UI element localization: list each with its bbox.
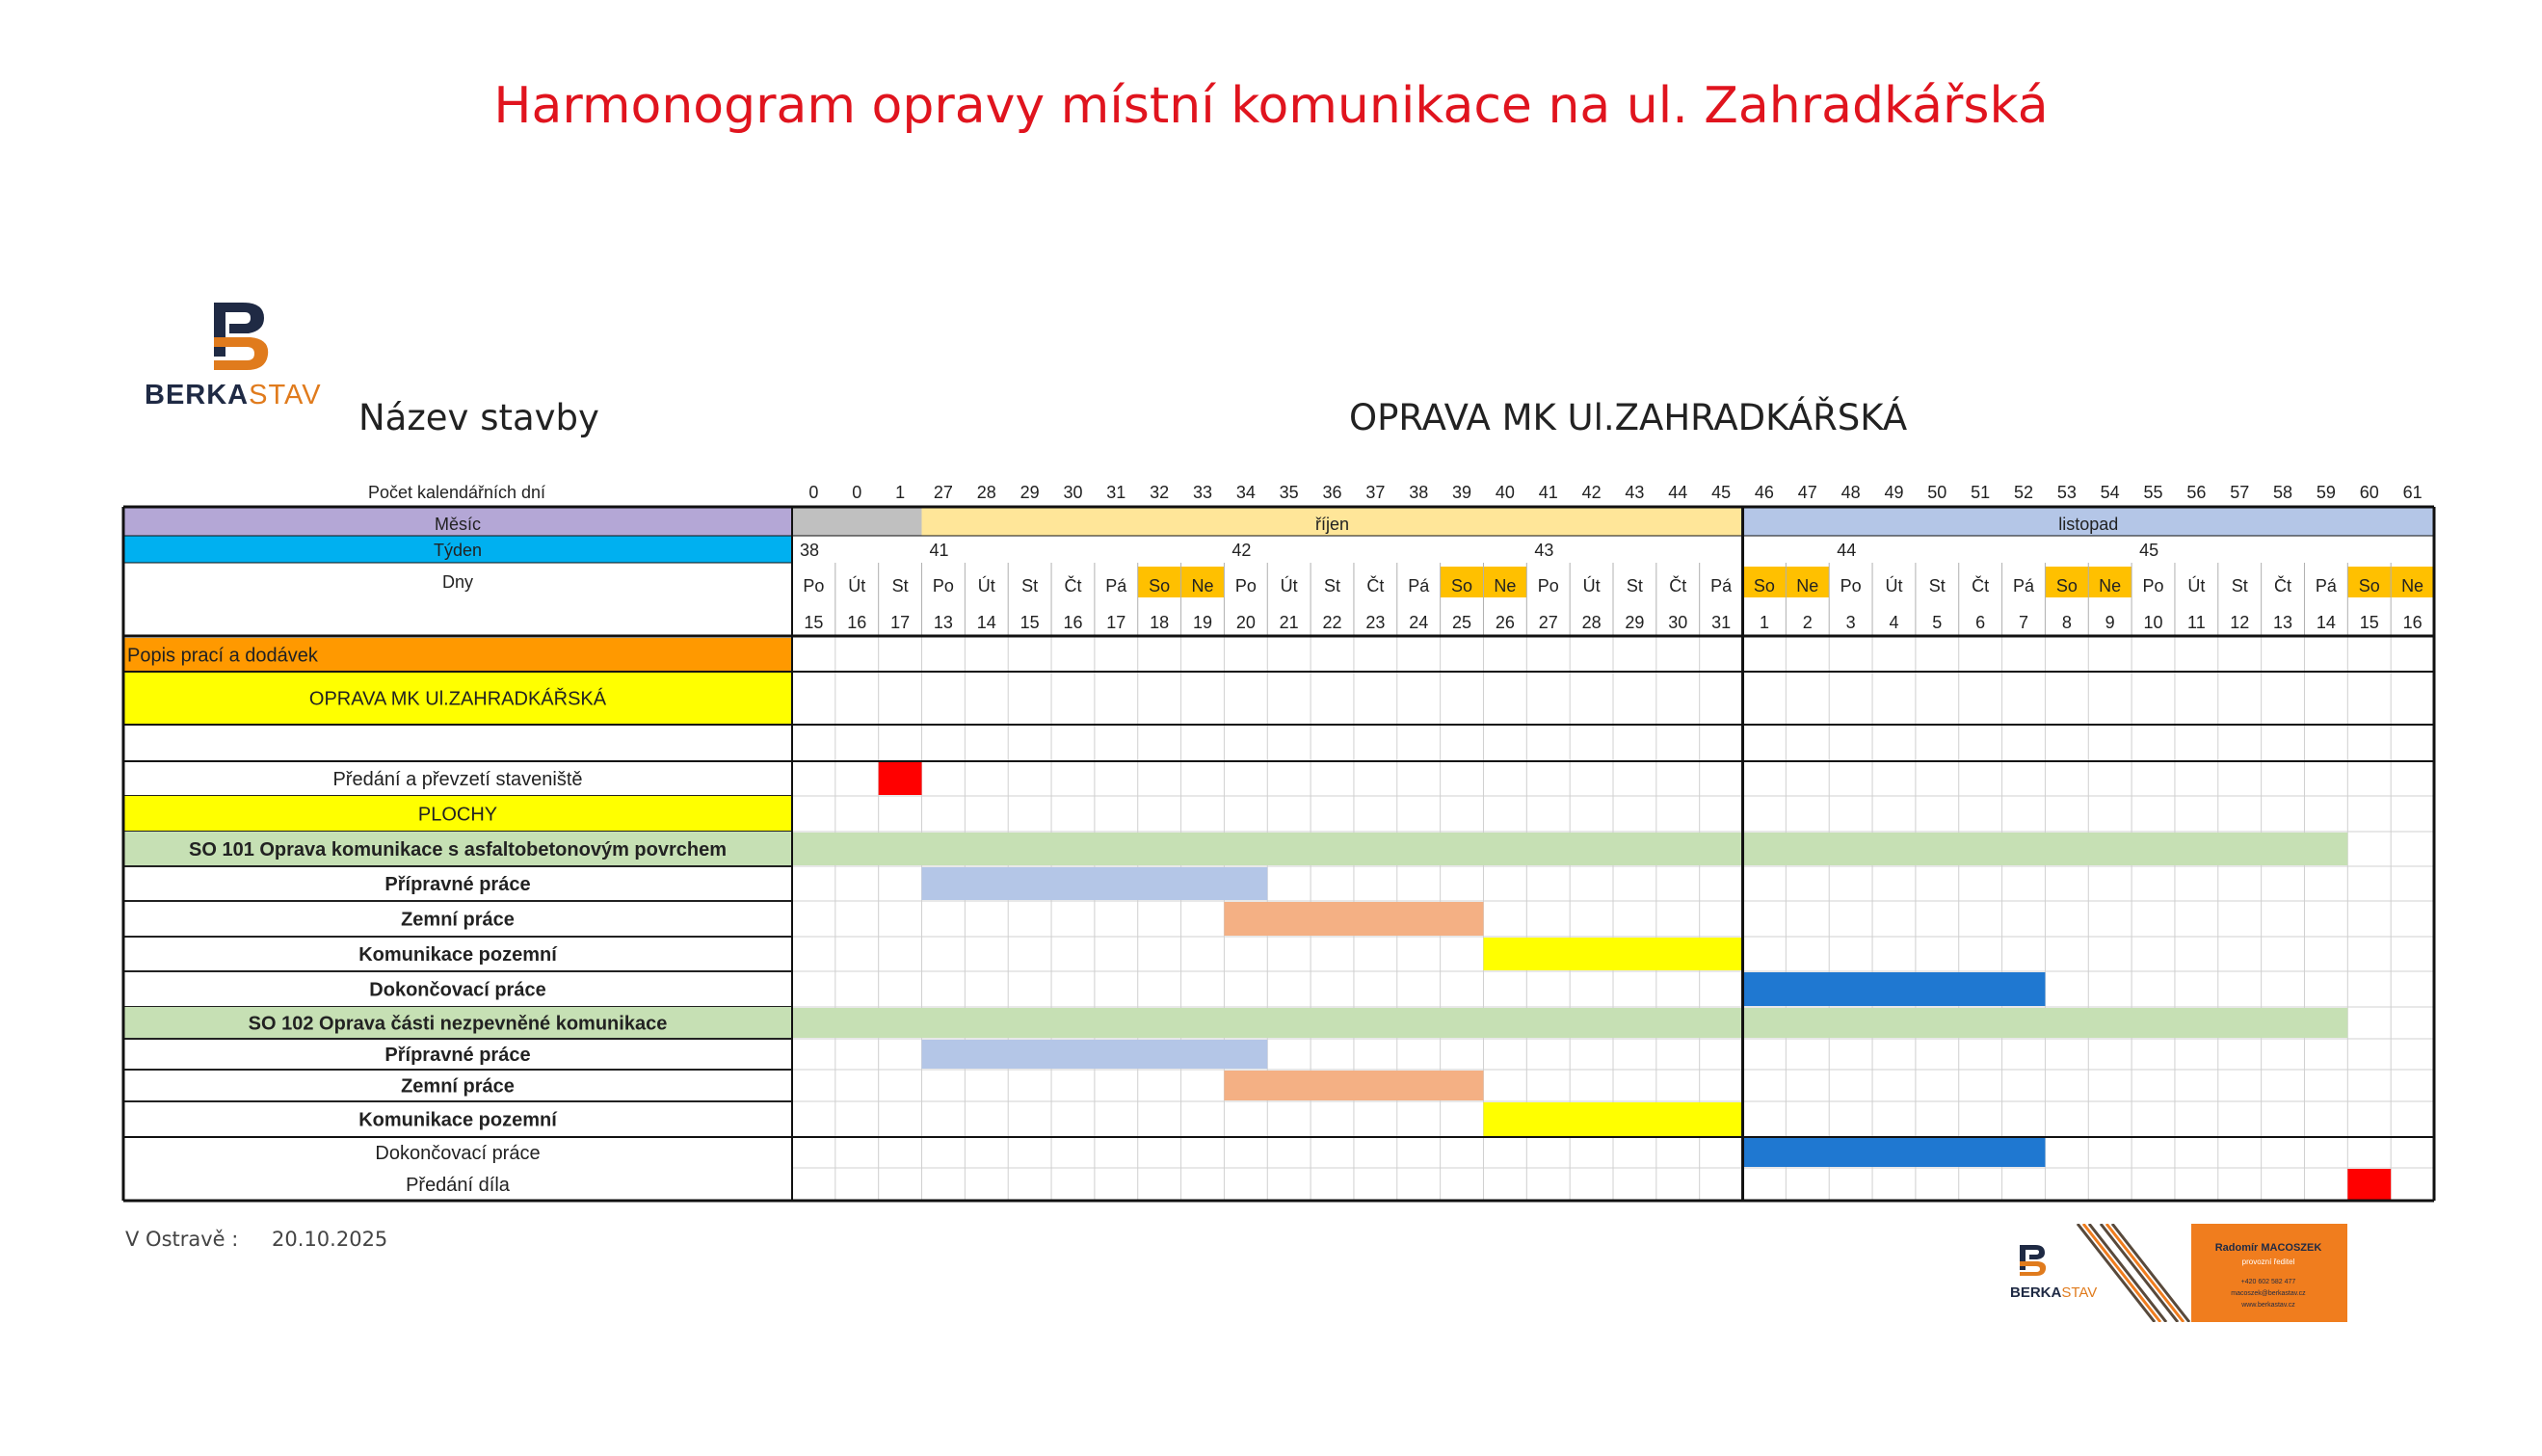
weekday: Ne [2099, 576, 2122, 596]
date: 13 [933, 613, 953, 632]
business-card [2010, 1224, 2347, 1322]
date: 5 [1932, 613, 1943, 632]
weekday: Po [1234, 576, 1257, 596]
date: 12 [2230, 613, 2250, 632]
days-label: Dny [441, 572, 474, 592]
date: 16 [2402, 613, 2423, 632]
month-name: listopad [2058, 515, 2119, 534]
day-count: 61 [2402, 483, 2423, 502]
date: 20 [1235, 613, 1256, 632]
gantt-bar [1483, 938, 1742, 970]
task-label: Dokončovací práce [375, 1143, 541, 1164]
gantt-bar [922, 1040, 1268, 1069]
date: 16 [847, 613, 867, 632]
signature-date: 20.10.2025 [272, 1228, 388, 1251]
project-name: OPRAVA MK Ul.ZAHRADKÁŘSKÁ [1349, 397, 1908, 438]
gantt-bar [1483, 1102, 1742, 1136]
weekday: Po [1537, 576, 1559, 596]
day-count: 1 [895, 483, 906, 502]
gantt-bar [879, 762, 922, 795]
task-label: OPRAVA MK Ul.ZAHRADKÁŘSKÁ [308, 688, 607, 710]
week-number: 41 [929, 541, 949, 560]
task-label: Popis prací a dodávek [127, 645, 318, 667]
weekday: Ne [2401, 576, 2424, 596]
date: 10 [2143, 613, 2163, 632]
date: 15 [804, 613, 824, 632]
weekday: St [2231, 576, 2248, 596]
date: 26 [1495, 613, 1515, 632]
task-label: Dokončovací práce [369, 979, 546, 1001]
gantt-bar [1224, 902, 1483, 936]
weekday: Po [2142, 576, 2164, 596]
task-label: SO 102 Oprava části nezpevněné komunikace [248, 1013, 668, 1035]
weekday: Čt [1972, 576, 1990, 596]
date: 30 [1668, 613, 1688, 632]
card-name: Radomír MACOSZEK [2214, 1242, 2322, 1254]
day-count: 32 [1150, 483, 1170, 502]
day-count: 49 [1884, 483, 1904, 502]
gantt-bar [792, 1008, 2347, 1038]
date: 9 [2105, 613, 2115, 632]
weekday: Čt [1064, 576, 1082, 596]
weekday: Pá [2315, 576, 2337, 596]
week-label: Týden [433, 541, 483, 560]
day-count: 43 [1625, 483, 1645, 502]
weekday: Ne [1494, 576, 1517, 596]
task-label: Zemní práce [401, 909, 515, 931]
task-label: Zemní práce [401, 1075, 515, 1098]
card-phone: +420 602 582 477 [2240, 1279, 2296, 1285]
week-number: 45 [2139, 541, 2159, 560]
weekday: St [1928, 576, 1946, 596]
date: 28 [1581, 613, 1602, 632]
day-count: 0 [808, 483, 819, 502]
task-label: Komunikace pozemní [358, 1109, 557, 1131]
weekday: Út [1885, 576, 1903, 596]
task-label: PLOCHY [417, 804, 498, 826]
day-count: 44 [1668, 483, 1688, 502]
calendar-days-label: Počet kalendářních dní [367, 483, 546, 502]
date: 11 [2187, 613, 2206, 632]
weekday: Út [1280, 576, 1298, 596]
day-count: 28 [976, 483, 996, 502]
day-count: 33 [1192, 483, 1213, 502]
date: 4 [1889, 613, 1899, 632]
svg-text:BERKASTAV: BERKASTAV [2010, 1284, 2098, 1301]
day-count: 37 [1365, 483, 1386, 502]
date: 15 [1019, 613, 1040, 632]
gantt-bar [1224, 1071, 1483, 1100]
date: 19 [1192, 613, 1213, 632]
weekday: So [2358, 576, 2380, 596]
weekday: Po [932, 576, 954, 596]
day-count: 27 [933, 483, 953, 502]
day-count: 56 [2186, 483, 2207, 502]
date: 22 [1322, 613, 1342, 632]
date: 27 [1538, 613, 1558, 632]
date: 3 [1845, 613, 1856, 632]
weekday: St [1021, 576, 1039, 596]
day-count: 35 [1279, 483, 1299, 502]
day-count: 58 [2273, 483, 2293, 502]
card-role: provozní ředitel [2241, 1257, 2295, 1266]
weekday: Čt [1366, 576, 1385, 596]
signature-place: V Ostravě : [125, 1228, 239, 1251]
date: 15 [2359, 613, 2379, 632]
date: 2 [1802, 613, 1813, 632]
day-count: 53 [2056, 483, 2077, 502]
logo-brand-part2: STAV [249, 380, 322, 410]
project-label: Název stavby [358, 397, 599, 438]
weekday: Út [1582, 576, 1601, 596]
date: 7 [2018, 613, 2029, 632]
weekday: Pá [2012, 576, 2035, 596]
weekday: Čt [2274, 576, 2292, 596]
weekday: So [1149, 576, 1171, 596]
date: 31 [1711, 613, 1732, 632]
weekday: Pá [1408, 576, 1430, 596]
day-count: 34 [1235, 483, 1256, 502]
day-count: 55 [2143, 483, 2163, 502]
week-number: 42 [1231, 541, 1252, 560]
date: 21 [1279, 613, 1299, 632]
weekday: Ne [1191, 576, 1214, 596]
date: 18 [1150, 613, 1170, 632]
weekday: Út [848, 576, 866, 596]
date: 13 [2273, 613, 2293, 632]
task-label: Předání a převzetí staveniště [332, 769, 583, 790]
date: 29 [1625, 613, 1645, 632]
date: 24 [1409, 613, 1429, 632]
week-number: 43 [1534, 541, 1554, 560]
month-cell [792, 507, 922, 536]
day-count: 57 [2230, 483, 2250, 502]
weekday: Út [2187, 576, 2206, 596]
gantt-bar [922, 867, 1268, 900]
weekday: Út [977, 576, 995, 596]
weekday: St [1626, 576, 1643, 596]
gantt-bar [1743, 1138, 2046, 1167]
week-number: 38 [800, 541, 820, 560]
day-count: 36 [1322, 483, 1342, 502]
task-label: Komunikace pozemní [358, 944, 557, 966]
week-number: 44 [1837, 541, 1857, 560]
task-label: Přípravné práce [384, 1045, 531, 1066]
task-label: SO 101 Oprava komunikace s asfaltobetonovým povrchem [189, 839, 727, 860]
day-count: 60 [2359, 483, 2379, 502]
task-label: Přípravné práce [384, 874, 531, 895]
day-count: 42 [1581, 483, 1602, 502]
date: 25 [1452, 613, 1472, 632]
gantt-bar [1743, 972, 2046, 1006]
day-count: 52 [2013, 483, 2034, 502]
date: 16 [1063, 613, 1083, 632]
gantt-bar [792, 833, 2347, 865]
month-name: říjen [1315, 515, 1350, 534]
weekday: Po [803, 576, 825, 596]
day-count: 48 [1840, 483, 1861, 502]
date: 6 [1975, 613, 1986, 632]
day-count: 38 [1409, 483, 1429, 502]
business-card-graphic [2010, 1224, 2347, 1322]
day-count: 46 [1754, 483, 1774, 502]
signature-line [125, 1228, 414, 1251]
day-count: 30 [1063, 483, 1083, 502]
weekday: So [2055, 576, 2078, 596]
weekday: So [1451, 576, 1473, 596]
day-count: 41 [1538, 483, 1558, 502]
weekday: Po [1840, 576, 1862, 596]
card-web: www.berkastav.cz [2241, 1302, 2295, 1309]
day-count: 39 [1452, 483, 1472, 502]
day-count: 47 [1797, 483, 1817, 502]
day-count: 54 [2100, 483, 2120, 502]
weekday: Čt [1669, 576, 1687, 596]
weekday: St [1324, 576, 1341, 596]
logo-brand-part1: BERKA [145, 380, 250, 410]
weekday: So [1753, 576, 1775, 596]
date: 14 [2316, 613, 2336, 632]
day-count: 59 [2316, 483, 2336, 502]
day-count: 0 [852, 483, 862, 502]
date: 23 [1365, 613, 1386, 632]
date: 8 [2061, 613, 2072, 632]
day-count: 31 [1106, 483, 1126, 502]
weekday: St [891, 576, 909, 596]
day-count: 45 [1711, 483, 1732, 502]
date: 17 [890, 613, 911, 632]
card-email: macoszek@berkastav.cz [2231, 1290, 2306, 1297]
weekday: Pá [1710, 576, 1733, 596]
gantt-bar [2347, 1169, 2391, 1200]
task-label: Předání díla [406, 1175, 510, 1196]
day-count: 29 [1019, 483, 1040, 502]
day-count: 50 [1927, 483, 1947, 502]
page-title: Harmonogram opravy místní komunikace na ul. Zahradkářská [493, 77, 2049, 135]
day-count: 51 [1971, 483, 1991, 502]
month-label: Měsíc [434, 515, 482, 534]
weekday: Pá [1105, 576, 1127, 596]
date: 1 [1759, 613, 1769, 632]
day-count: 40 [1495, 483, 1515, 502]
date: 14 [976, 613, 996, 632]
date: 17 [1106, 613, 1126, 632]
weekday: Ne [1796, 576, 1819, 596]
